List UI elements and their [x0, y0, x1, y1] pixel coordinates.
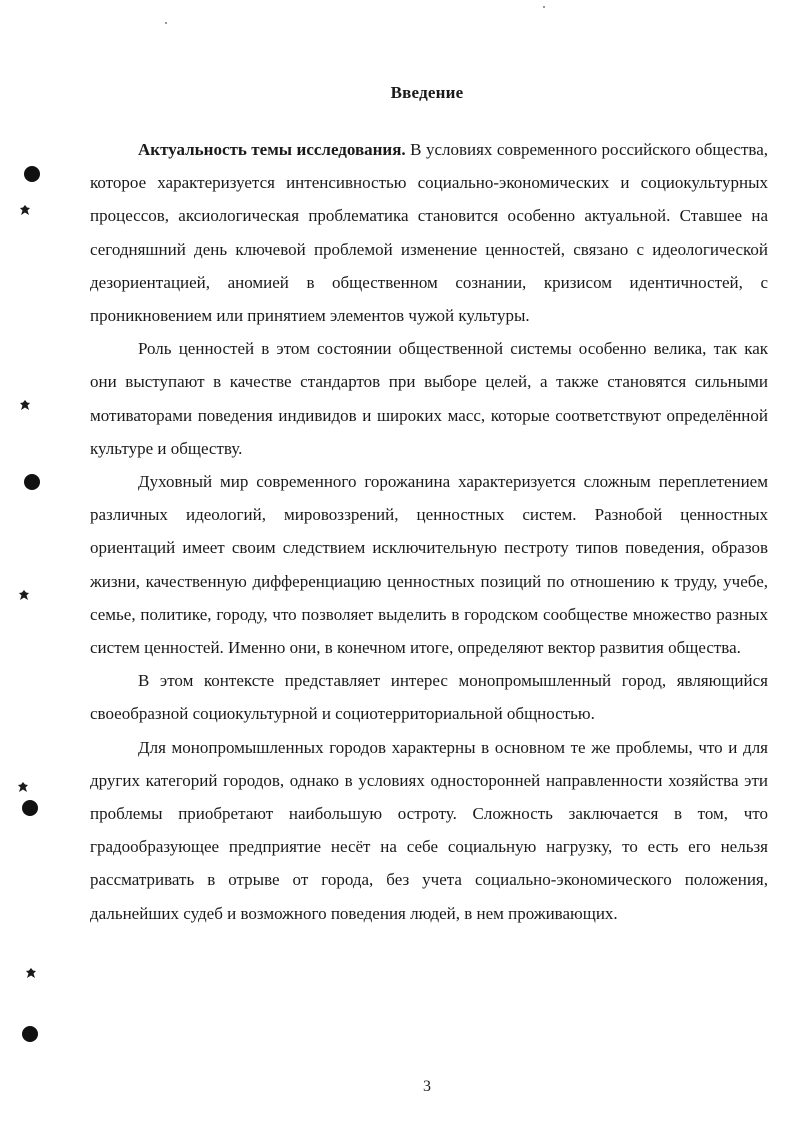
punch-hole-mark: [24, 166, 40, 182]
scan-speck-mark: [20, 205, 30, 215]
page-title: Введение: [390, 83, 464, 103]
scan-dust-mark: [543, 6, 545, 8]
paragraph: [90, 133, 768, 332]
paragraph: Духовный мир современного горожанина характеризуется сложным переплетением различных идеологий, мировоззрений, ценностных систем. Разнобой ценностных ориентаций имеет своим следствием исключительную пестроту типов поведения, образов жизни, качественную дифференциацию ценностных позиций по отношению к труду, учебе, семье, политике, городу, что позволяет выделить в городском сообществе множество разных систем ценностей. Именно они, в конечном итоге, определяют вектор развития общества.: [90, 472, 768, 658]
document-body: [90, 133, 768, 930]
paragraph: В этом контексте представляет интерес монопромышленный город, являющийся своеобразной социокультурной и социотерриториальной общностью.: [90, 671, 768, 724]
paragraph-lead: Актуальность темы исследования.: [138, 140, 406, 159]
scan-speck-mark: [18, 782, 28, 792]
page-number: 3: [423, 1078, 431, 1095]
punch-hole-mark: [22, 800, 38, 816]
punch-hole-mark: [22, 1026, 38, 1042]
paragraph: Роль ценностей в этом состоянии общественной системы особенно велика, так как они выступают в качестве стандартов при выборе целей, а также становятся сильными мотиваторами поведения индивидов и широких масс, которые соответствуют определённой культуре и обществу.: [90, 339, 768, 458]
scan-speck-mark: [26, 968, 36, 978]
scan-speck-mark: [19, 590, 29, 600]
paragraph: Для монопромышленных городов характерны в основном те же проблемы, что и для других категорий городов, однако в условиях односторонней направленности хозяйства эти проблемы приобретают наибольшую остроту. Сложность заключается в том, что градообразующее предприятие несёт на себе социальную нагрузку, то есть его нельзя рассматривать в отрыве от города, без учета социально-экономического положения, дальнейших судеб и возможного поведения людей, в нем проживающих.: [90, 737, 768, 923]
scan-speck-mark: [20, 400, 30, 410]
punch-hole-mark: [24, 474, 40, 490]
scan-dust-mark: [165, 22, 167, 24]
paragraph-text: В условиях современного российского общества, которое характеризуется интенсивностью социально-экономических и социокультурных процессов, аксиологическая проблематика становится особенно актуальной. Ставшее на сегодняшний день ключевой проблемой изменение ценностей, связано с идеологической дезориентацией, аномией в общественном сознании, кризисом идентичностей, с проникновением или принятием элементов чужой культуры.: [90, 140, 768, 326]
